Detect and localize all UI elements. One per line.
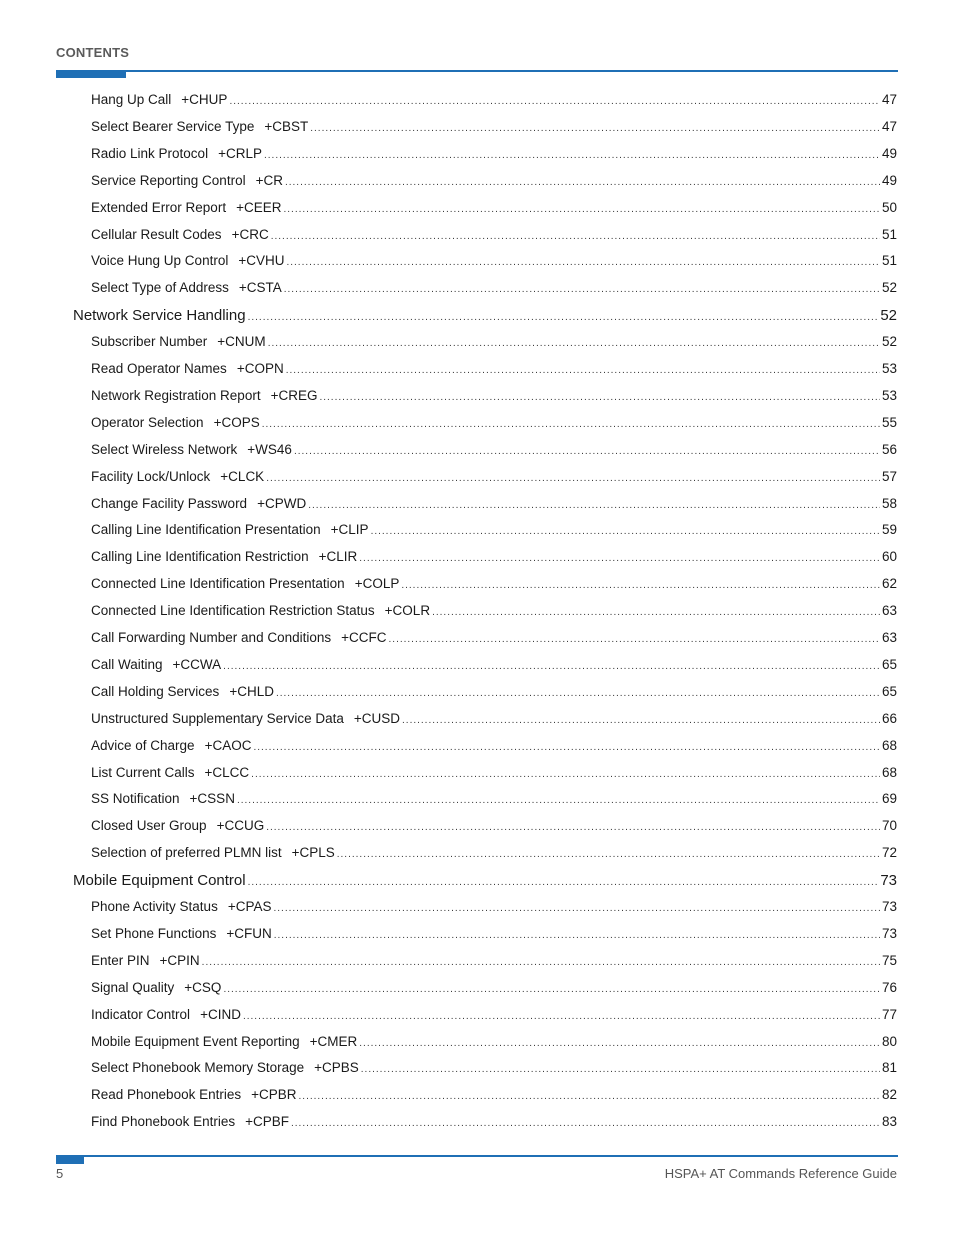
toc-entry-text (91, 845, 335, 860)
toc-entry-text (91, 227, 269, 242)
toc-dot-leader (223, 661, 880, 672)
toc-dot-leader (271, 231, 880, 242)
toc-entry-text (91, 92, 227, 107)
toc-entry-page: 63 (881, 630, 897, 645)
toc-entry-text (91, 1087, 297, 1102)
toc-entry-title: Signal Quality (91, 979, 175, 995)
toc-entry-page: 72 (881, 845, 897, 861)
toc-entry-title: Select Type of Address (91, 280, 229, 296)
toc-entry-page: 65 (881, 683, 897, 699)
toc-entry-title: Closed User Group (91, 818, 207, 834)
toc-entry[interactable] (91, 765, 897, 780)
toc-entry-command: +COPS (213, 414, 260, 430)
toc-entry[interactable] (91, 926, 897, 941)
toc-entry[interactable] (91, 1114, 897, 1129)
toc-section-entry[interactable] (73, 872, 897, 889)
toc-dot-leader (359, 553, 880, 564)
toc-dot-leader (401, 580, 880, 591)
toc-entry-command: +COLP (354, 576, 400, 592)
toc-entry-command: +CFUN (226, 925, 272, 941)
toc-entry-text (91, 899, 271, 914)
toc-entry-command: +COPN (236, 361, 284, 376)
toc-entry-page: 63 (881, 603, 897, 619)
toc-entry-text (91, 980, 221, 995)
toc-entry-command: +CR (255, 172, 283, 188)
toc-entry-page: 65 (881, 656, 897, 672)
toc-dot-leader (389, 634, 880, 645)
toc-entry-text (91, 173, 283, 188)
toc-dot-leader (337, 849, 880, 860)
toc-entry-page: 77 (881, 1006, 897, 1022)
toc-entry-command: +CRLP (218, 145, 262, 161)
toc-entry-text (91, 576, 399, 591)
toc-dot-leader (361, 1064, 880, 1075)
toc-entry-title: Connected Line Identification Presentation (91, 576, 345, 592)
toc-entry-text (91, 630, 387, 645)
toc-entry[interactable] (91, 92, 897, 107)
toc-entry-page: 53 (881, 361, 897, 376)
toc-entry-text (91, 549, 357, 564)
toc-entry-text (91, 119, 308, 134)
toc-dot-leader (286, 365, 880, 376)
toc-entry-text (91, 361, 284, 376)
toc-entry[interactable] (91, 980, 897, 995)
toc-entry-command: +CPLS (291, 845, 335, 861)
toc-entry-page: 57 (881, 468, 897, 484)
toc-entry-command: +CAOC (204, 737, 252, 753)
toc-entry-command: +CLIP (330, 522, 369, 538)
toc-entry[interactable] (91, 711, 897, 726)
toc-dot-leader (308, 500, 880, 511)
toc-entry[interactable] (91, 227, 897, 242)
toc-entry-text (91, 1034, 357, 1049)
toc-entry-title: Find Phonebook Entries (91, 1114, 236, 1130)
toc-dot-leader (402, 715, 880, 726)
toc-entry-command: +CSTA (238, 280, 282, 296)
toc-entry-text (91, 926, 272, 941)
toc-dot-leader (319, 392, 880, 403)
toc-entry[interactable] (91, 361, 897, 376)
toc-dot-leader (274, 930, 880, 941)
toc-dot-leader (299, 1091, 880, 1102)
toc-entry-text (91, 818, 264, 833)
toc-entry-title: Indicator Control (91, 1006, 191, 1022)
toc-entry[interactable] (91, 253, 897, 268)
toc-entry-command: +CPIN (159, 952, 200, 968)
toc-entry-page: 52 (881, 334, 897, 350)
toc-entry[interactable] (91, 1060, 897, 1075)
toc-entry-command: +CPBR (251, 1087, 297, 1103)
toc-dot-leader (359, 1038, 880, 1049)
toc-section-entry[interactable] (73, 307, 897, 324)
toc-entry-page: 68 (881, 737, 897, 753)
toc-entry-title: Select Bearer Service Type (91, 118, 255, 134)
toc-entry-page: 62 (881, 576, 897, 592)
toc-dot-leader (243, 1011, 880, 1022)
toc-entry-title: Call Waiting (91, 656, 163, 672)
toc-entry-title: Cellular Result Codes (91, 226, 222, 242)
toc-dot-leader (237, 795, 880, 806)
toc-entry-command: +CCFC (341, 630, 387, 645)
toc-dot-leader (273, 903, 879, 914)
toc-entry[interactable] (91, 146, 897, 161)
toc-entry-text (91, 738, 251, 753)
toc-entry-page: 66 (881, 710, 897, 726)
toc-entry[interactable] (91, 522, 897, 537)
toc-entry-text (73, 307, 246, 324)
toc-entry-page: 83 (881, 1114, 897, 1130)
toc-entry-command: +CIND (200, 1006, 241, 1022)
toc-entry-command: +CRC (231, 226, 269, 242)
toc-entry-command: +CPBS (314, 1060, 359, 1076)
toc-entry-command: +CHUP (181, 92, 228, 107)
toc-entry-title: Operator Selection (91, 414, 204, 430)
toc-entry-text (91, 1060, 359, 1075)
toc-entry-text (91, 684, 274, 699)
toc-entry-text (91, 765, 249, 780)
toc-entry-title: Calling Line Identification Presentation (91, 522, 321, 538)
toc-entry[interactable] (91, 845, 897, 860)
toc-entry-title: SS Notification (91, 791, 180, 807)
toc-entry-command: +CVHU (238, 253, 285, 269)
toc-entry-page: 49 (881, 172, 897, 188)
toc-entry-title: Subscriber Number (91, 334, 208, 350)
toc-entry-title: Connected Line Identification Restriction Status (91, 603, 375, 619)
toc-entry[interactable] (91, 603, 897, 618)
toc-entry-command: +CBST (264, 118, 309, 134)
toc-entry-text (91, 791, 235, 806)
toc-entry-text (91, 1007, 241, 1022)
toc-dot-leader (251, 769, 880, 780)
toc-entry-page: 69 (881, 791, 897, 807)
toc-entry-title: Service Reporting Control (91, 172, 246, 188)
toc-dot-leader (284, 284, 880, 295)
toc-entry-title: Call Forwarding Number and Conditions (91, 630, 332, 645)
toc-entry[interactable] (91, 415, 897, 430)
toc-entry-title: Radio Link Protocol (91, 145, 209, 161)
footer-accent-block (56, 1156, 84, 1164)
toc-dot-leader (262, 419, 880, 430)
toc-entry-title: Enter PIN (91, 952, 150, 968)
toc-entry[interactable] (91, 1007, 897, 1022)
toc-entry-command: +WS46 (247, 441, 292, 457)
toc-dot-leader (229, 96, 880, 107)
toc-entry-title: Calling Line Identification Restriction (91, 549, 309, 565)
toc-entry[interactable] (91, 549, 897, 564)
toc-entry[interactable] (91, 818, 897, 833)
toc-dot-leader (310, 123, 880, 134)
toc-dot-leader (283, 204, 879, 215)
toc-dot-leader (371, 526, 880, 537)
toc-entry-title: Hang Up Call (91, 92, 172, 107)
toc-entry-title: Call Holding Services (91, 683, 220, 699)
toc-entry-text (91, 1114, 289, 1129)
toc-entry-page: 49 (881, 145, 897, 161)
toc-entry-text (91, 496, 306, 511)
toc-entry[interactable] (91, 953, 897, 968)
toc-entry-command: +CEER (236, 199, 282, 215)
page-header-title: CONTENTS (56, 45, 130, 60)
toc-dot-leader (294, 446, 880, 457)
toc-entry-command: +CHLD (229, 683, 274, 699)
toc-entry-title: Voice Hung Up Control (91, 253, 229, 269)
toc-entry-title: Select Wireless Network (91, 441, 238, 457)
toc-entry-title: Facility Lock/Unlock (91, 468, 211, 484)
toc-dot-leader (253, 742, 880, 753)
toc-entry-text (91, 280, 282, 295)
toc-entry-page: 53 (881, 387, 897, 403)
toc-entry[interactable] (91, 200, 897, 215)
toc-entry-command: +CLCK (220, 468, 265, 484)
toc-entry-command: +CPAS (227, 899, 272, 914)
toc-entry-page: 82 (881, 1087, 897, 1103)
toc-entry[interactable] (91, 1034, 897, 1049)
toc-entry-text (91, 711, 400, 726)
toc-entry-text (91, 415, 260, 430)
toc-entry-page: 80 (881, 1033, 897, 1049)
toc-entry-page: 58 (881, 495, 897, 511)
toc-entry[interactable] (91, 442, 897, 457)
toc-entry-text (91, 603, 430, 618)
toc-dot-leader (248, 877, 879, 888)
toc-entry-title: List Current Calls (91, 764, 195, 780)
toc-entry-title: Advice of Charge (91, 737, 195, 753)
toc-entry-text (91, 442, 292, 457)
toc-entry-title: Network Service Handling (73, 307, 246, 325)
toc-entry-page: 55 (881, 414, 897, 430)
toc-entry-text (91, 953, 200, 968)
toc-entry-page: 51 (881, 226, 897, 242)
toc-entry[interactable] (91, 496, 897, 511)
footer-page-number: 5 (56, 1166, 64, 1181)
toc-entry-title: Network Registration Report (91, 387, 261, 403)
toc-entry-text (91, 253, 284, 268)
header-accent-block (56, 70, 126, 78)
toc-dot-leader (291, 1118, 880, 1129)
toc-entry-command: +CLCC (204, 764, 250, 780)
footer-rule (56, 1155, 898, 1157)
toc-entry-title: Extended Error Report (91, 199, 227, 215)
toc-dot-leader (248, 312, 879, 323)
toc-entry-page: 59 (881, 522, 897, 538)
toc-dot-leader (266, 473, 880, 484)
toc-entry-page: 73 (881, 899, 897, 914)
toc-entry-text (91, 146, 262, 161)
toc-entry-text (91, 522, 369, 537)
toc-entry[interactable] (91, 173, 897, 188)
toc-entry-title: Mobile Equipment Control (73, 872, 246, 890)
toc-entry-command: +CPWD (257, 495, 307, 511)
toc-entry[interactable] (91, 630, 897, 645)
toc-entry-command: +CLIR (318, 549, 358, 565)
toc-dot-leader (276, 688, 880, 699)
toc-entry[interactable] (91, 280, 897, 295)
toc-entry[interactable] (91, 738, 897, 753)
toc-entry-title: Select Phonebook Memory Storage (91, 1060, 305, 1076)
toc-entry[interactable] (91, 1087, 897, 1102)
toc-dot-leader (266, 822, 880, 833)
toc-dot-leader (268, 338, 880, 349)
toc-entry-page: 70 (881, 818, 897, 834)
toc-entry-text (73, 872, 246, 889)
toc-entry-command: +CCUG (216, 818, 265, 834)
toc-entry-text (91, 334, 266, 349)
toc-entry-text (91, 657, 221, 672)
toc-entry-command: +CMER (309, 1033, 358, 1049)
footer-document-title: HSPA+ AT Commands Reference Guide (664, 1166, 897, 1181)
toc-entry-text (91, 469, 264, 484)
toc-entry-page: 81 (881, 1060, 897, 1076)
toc-dot-leader (223, 984, 880, 995)
toc-entry[interactable] (91, 469, 897, 484)
toc-entry[interactable] (91, 388, 897, 403)
toc-entry-page: 47 (881, 118, 897, 134)
toc-entry[interactable] (91, 684, 897, 699)
toc-entry-title: Set Phone Functions (91, 925, 217, 941)
toc-entry[interactable] (91, 576, 897, 591)
toc-entry-command: +CCWA (172, 656, 222, 672)
toc-entry-page: 76 (881, 979, 897, 995)
toc-entry-title: Change Facility Password (91, 495, 248, 511)
toc-entry-page: 50 (881, 199, 897, 215)
toc-entry-title: Unstructured Supplementary Service Data (91, 710, 344, 726)
toc-entry-page: 51 (881, 253, 897, 269)
toc-entry-title: Read Operator Names (91, 361, 227, 376)
toc-entry-command: +CSQ (184, 979, 222, 995)
toc-dot-leader (264, 150, 880, 161)
toc-entry-page: 73 (880, 872, 897, 890)
header-rule (56, 70, 898, 72)
toc-entry-command: +CSSN (189, 791, 235, 807)
toc-entry-command: +CPBF (245, 1114, 289, 1130)
toc-entry[interactable] (91, 899, 897, 914)
toc-entry[interactable] (91, 119, 897, 134)
toc-entry-page: 52 (881, 280, 897, 296)
toc-entry-text (91, 388, 317, 403)
toc-dot-leader (432, 607, 880, 618)
toc-entry-title: Selection of preferred PLMN list (91, 845, 282, 861)
toc-entry-page: 56 (881, 441, 897, 457)
toc-entry-command: +COLR (384, 603, 431, 619)
toc-entry[interactable] (91, 657, 897, 672)
toc-entry-page: 52 (880, 307, 897, 325)
toc-dot-leader (285, 177, 880, 188)
toc-dot-leader (202, 957, 880, 968)
toc-dot-leader (286, 257, 880, 268)
toc-entry[interactable] (91, 334, 897, 349)
toc-entry-command: +CREG (270, 387, 318, 403)
toc-entry-page: 68 (881, 764, 897, 780)
toc-entry-title: Phone Activity Status (91, 899, 218, 914)
toc-entry-text (91, 200, 281, 215)
toc-entry-title: Read Phonebook Entries (91, 1087, 242, 1103)
toc-entry-command: +CUSD (353, 710, 401, 726)
toc-entry-page: 75 (881, 952, 897, 968)
toc-entry-page: 73 (881, 925, 897, 941)
toc-entry[interactable] (91, 791, 897, 806)
toc-entry-page: 60 (881, 549, 897, 565)
toc-entry-command: +CNUM (217, 334, 266, 350)
toc-entry-page: 47 (881, 92, 897, 107)
toc-entry-title: Mobile Equipment Event Reporting (91, 1033, 300, 1049)
